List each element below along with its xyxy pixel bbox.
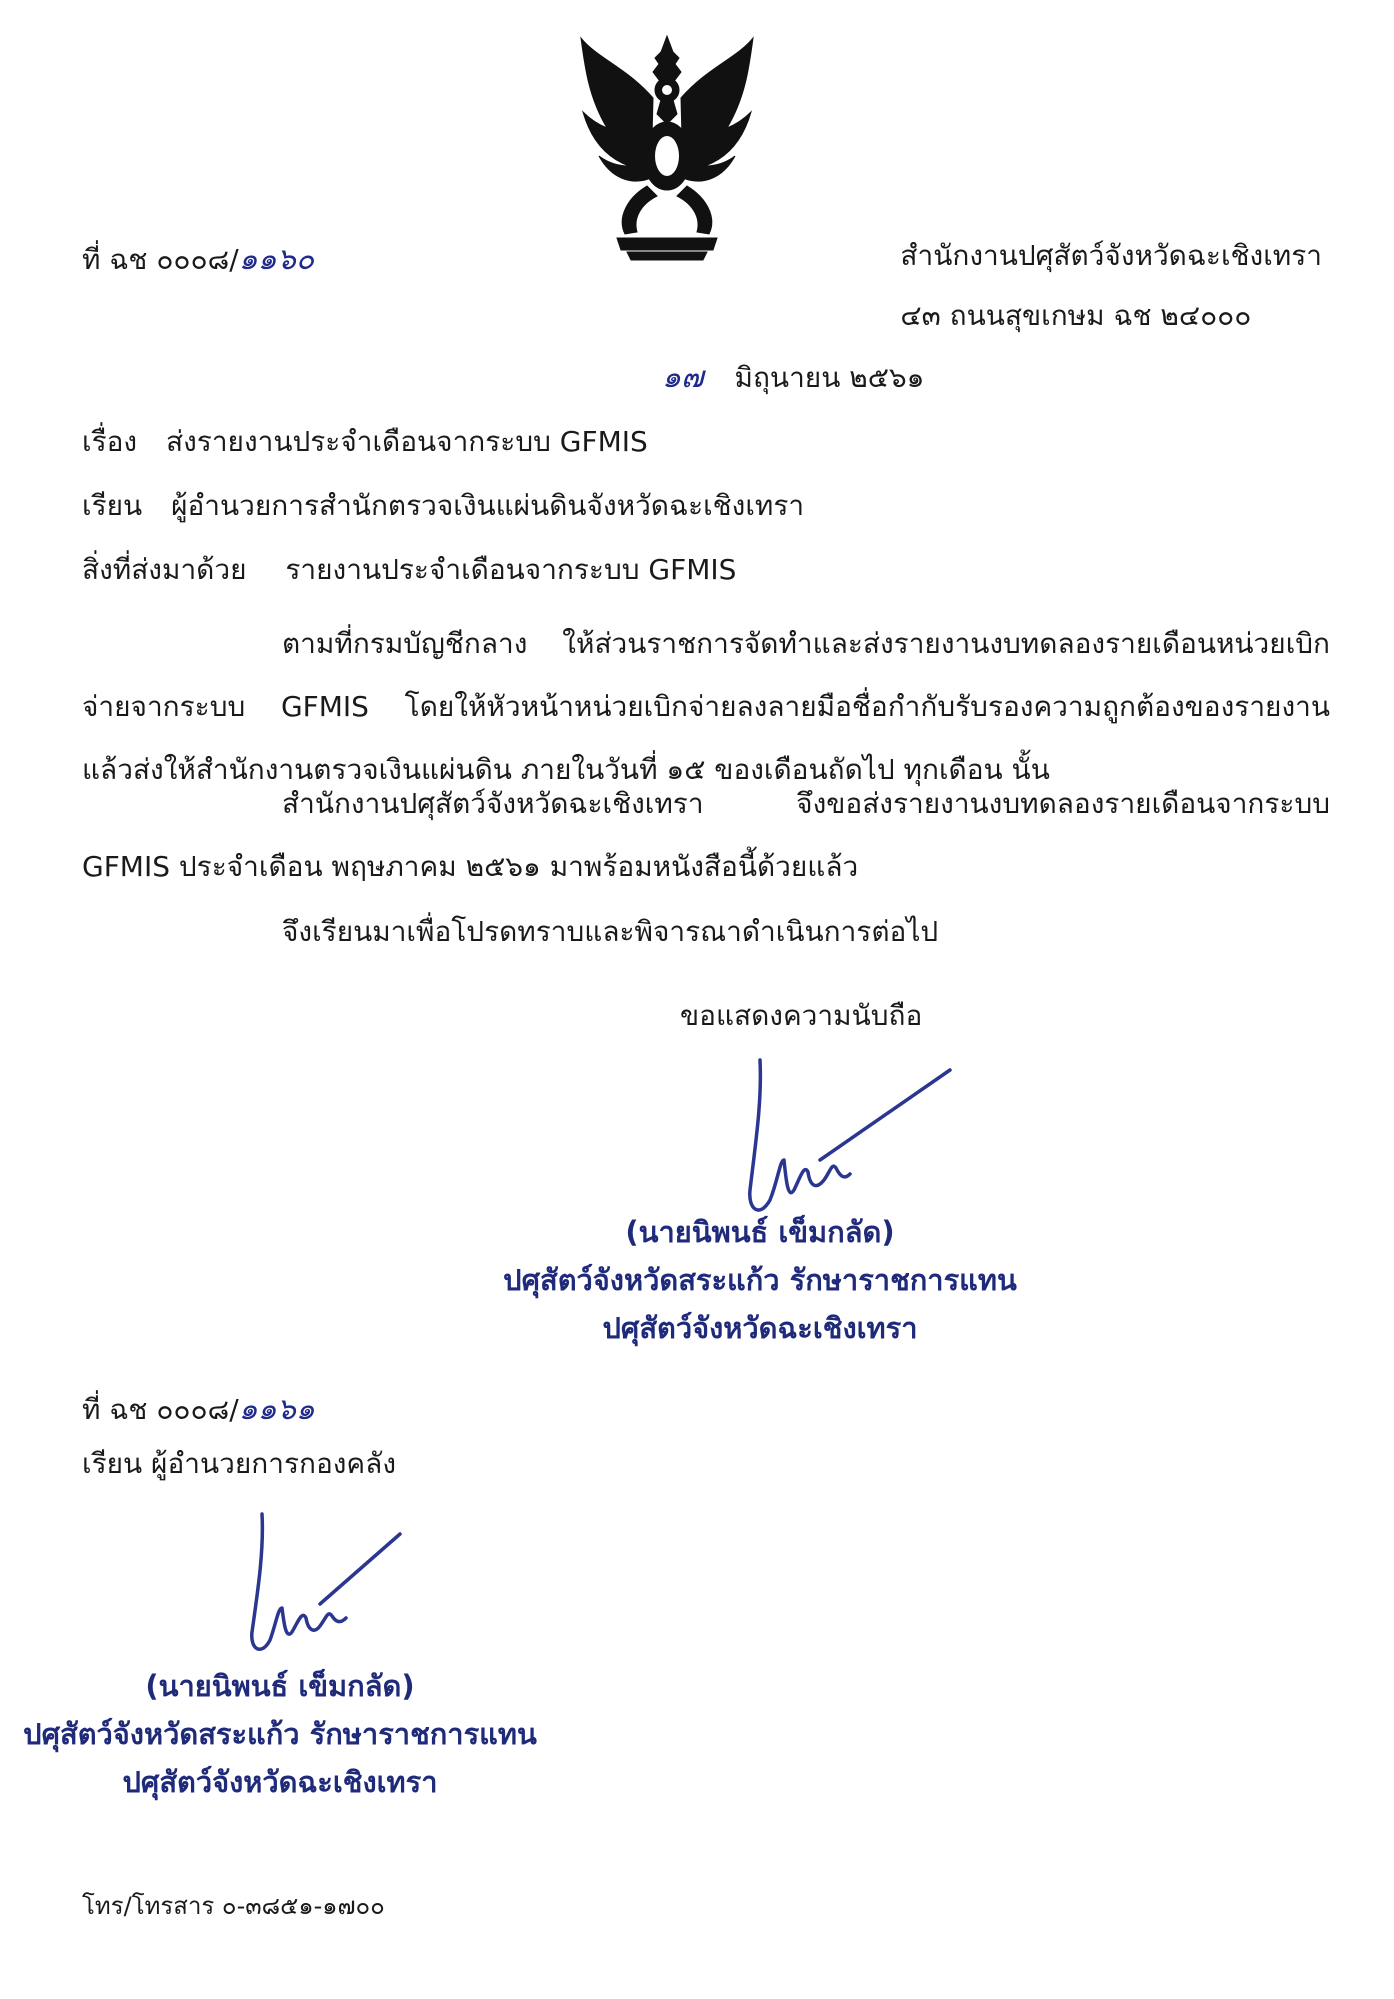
body-paragraph-3-text: จึงเรียนมาเพื่อโปรดทราบและพิจารณาดำเนินการต่อไป bbox=[282, 915, 939, 948]
enclosure-label: สิ่งที่ส่งมาด้วย bbox=[82, 553, 247, 586]
body-paragraph-2 bbox=[82, 772, 1330, 898]
reference-number-handwritten: ๑๑๖๐ bbox=[238, 242, 315, 277]
signer-position-2: ปศุสัตว์จังหวัดฉะเชิงเทรา bbox=[122, 1765, 438, 1799]
recipient-label: เรียน bbox=[82, 489, 143, 522]
handwritten-signature-icon bbox=[210, 1500, 410, 1670]
recipient-text: ผู้อำนวยการสำนักตรวจเงินแผ่นดินจังหวัดฉะเชิงเทรา bbox=[171, 489, 805, 522]
handwritten-signature-icon bbox=[700, 1040, 960, 1230]
date-day-handwritten: ๑๗ bbox=[662, 360, 704, 395]
signature-2-block bbox=[20, 1664, 540, 1804]
reference-number bbox=[82, 240, 314, 280]
forward-reference-number-handwritten: ๑๑๖๑ bbox=[238, 1392, 315, 1427]
signature-1-block bbox=[480, 1210, 1040, 1350]
subject-text: ส่งรายงานประจำเดือนจากระบบ GFMIS bbox=[166, 425, 648, 458]
signer-position-1: ปศุสัตว์จังหวัดสระแก้ว รักษาราชการแทน bbox=[23, 1717, 537, 1751]
body-paragraph-2-text: สำนักงานปศุสัตว์จังหวัดฉะเชิงเทรา จึงขอส่งรายงานงบทดลองรายเดือนจากระบบ GFMIS ประจำเดือน พฤษภาคม ๒๕๖๑ มาพร้อมหนังสือนี้ด้วยแล้ว bbox=[82, 787, 1330, 883]
subject-line bbox=[82, 422, 648, 462]
reference-prefix: ที่ ฉช ๐๐๐๘/ bbox=[82, 243, 239, 276]
recipient-line bbox=[82, 486, 804, 526]
office-name: สำนักงานปศุสัตว์จังหวัดฉะเชิงเทรา bbox=[900, 239, 1322, 272]
forward-reference bbox=[82, 1390, 315, 1430]
signer-position-2: ปศุสัตว์จังหวัดฉะเชิงเทรา bbox=[602, 1311, 918, 1345]
office-address: ๔๓ ถนนสุขเกษม ฉช ๒๔๐๐๐ bbox=[900, 299, 1252, 332]
forward-reference-prefix: ที่ ฉช ๐๐๐๘/ bbox=[82, 1393, 239, 1426]
body-paragraph-1-text: ตามที่กรมบัญชีกลาง ให้ส่วนราชการจัดทำและส่งรายงานงบทดลองรายเดือนหน่วยเบิกจ่ายจากระบบ GFMIS โดยให้หัวหน้าหน่วยเบิกจ่ายลงลายมือชื่อกำกับรับรองความถูกต้องของรายงาน แล้วส่งให้สำนักงานตรวจเงินแผ่นดิน ภายในวันที่ ๑๕ ของเดือนถัดไป ทุกเดือน นั้น bbox=[82, 627, 1330, 786]
phone-fax: โทร/โทรสาร ๐-๓๘๕๑-๑๗๐๐ bbox=[82, 1892, 385, 1920]
enclosure-text: รายงานประจำเดือนจากระบบ GFMIS bbox=[285, 553, 737, 586]
closing-text: ขอแสดงความนับถือ bbox=[680, 999, 923, 1032]
signer-position-1: ปศุสัตว์จังหวัดสระแก้ว รักษาราชการแทน bbox=[503, 1263, 1017, 1297]
date-month-year: มิถุนายน ๒๕๖๑ bbox=[734, 361, 925, 394]
document-date bbox=[662, 358, 924, 398]
subject-label: เรื่อง bbox=[82, 425, 138, 458]
enclosure-line bbox=[82, 550, 736, 590]
body-paragraph-3 bbox=[82, 900, 1330, 963]
garuda-emblem-icon bbox=[567, 28, 767, 263]
forward-recipient: เรียน ผู้อำนวยการกองคลัง bbox=[82, 1447, 396, 1480]
signer-name: (นายนิพนธ์ เข็มกลัด) bbox=[625, 1215, 895, 1249]
signer-name: (นายนิพนธ์ เข็มกลัด) bbox=[145, 1669, 415, 1703]
office-block bbox=[900, 236, 1322, 336]
